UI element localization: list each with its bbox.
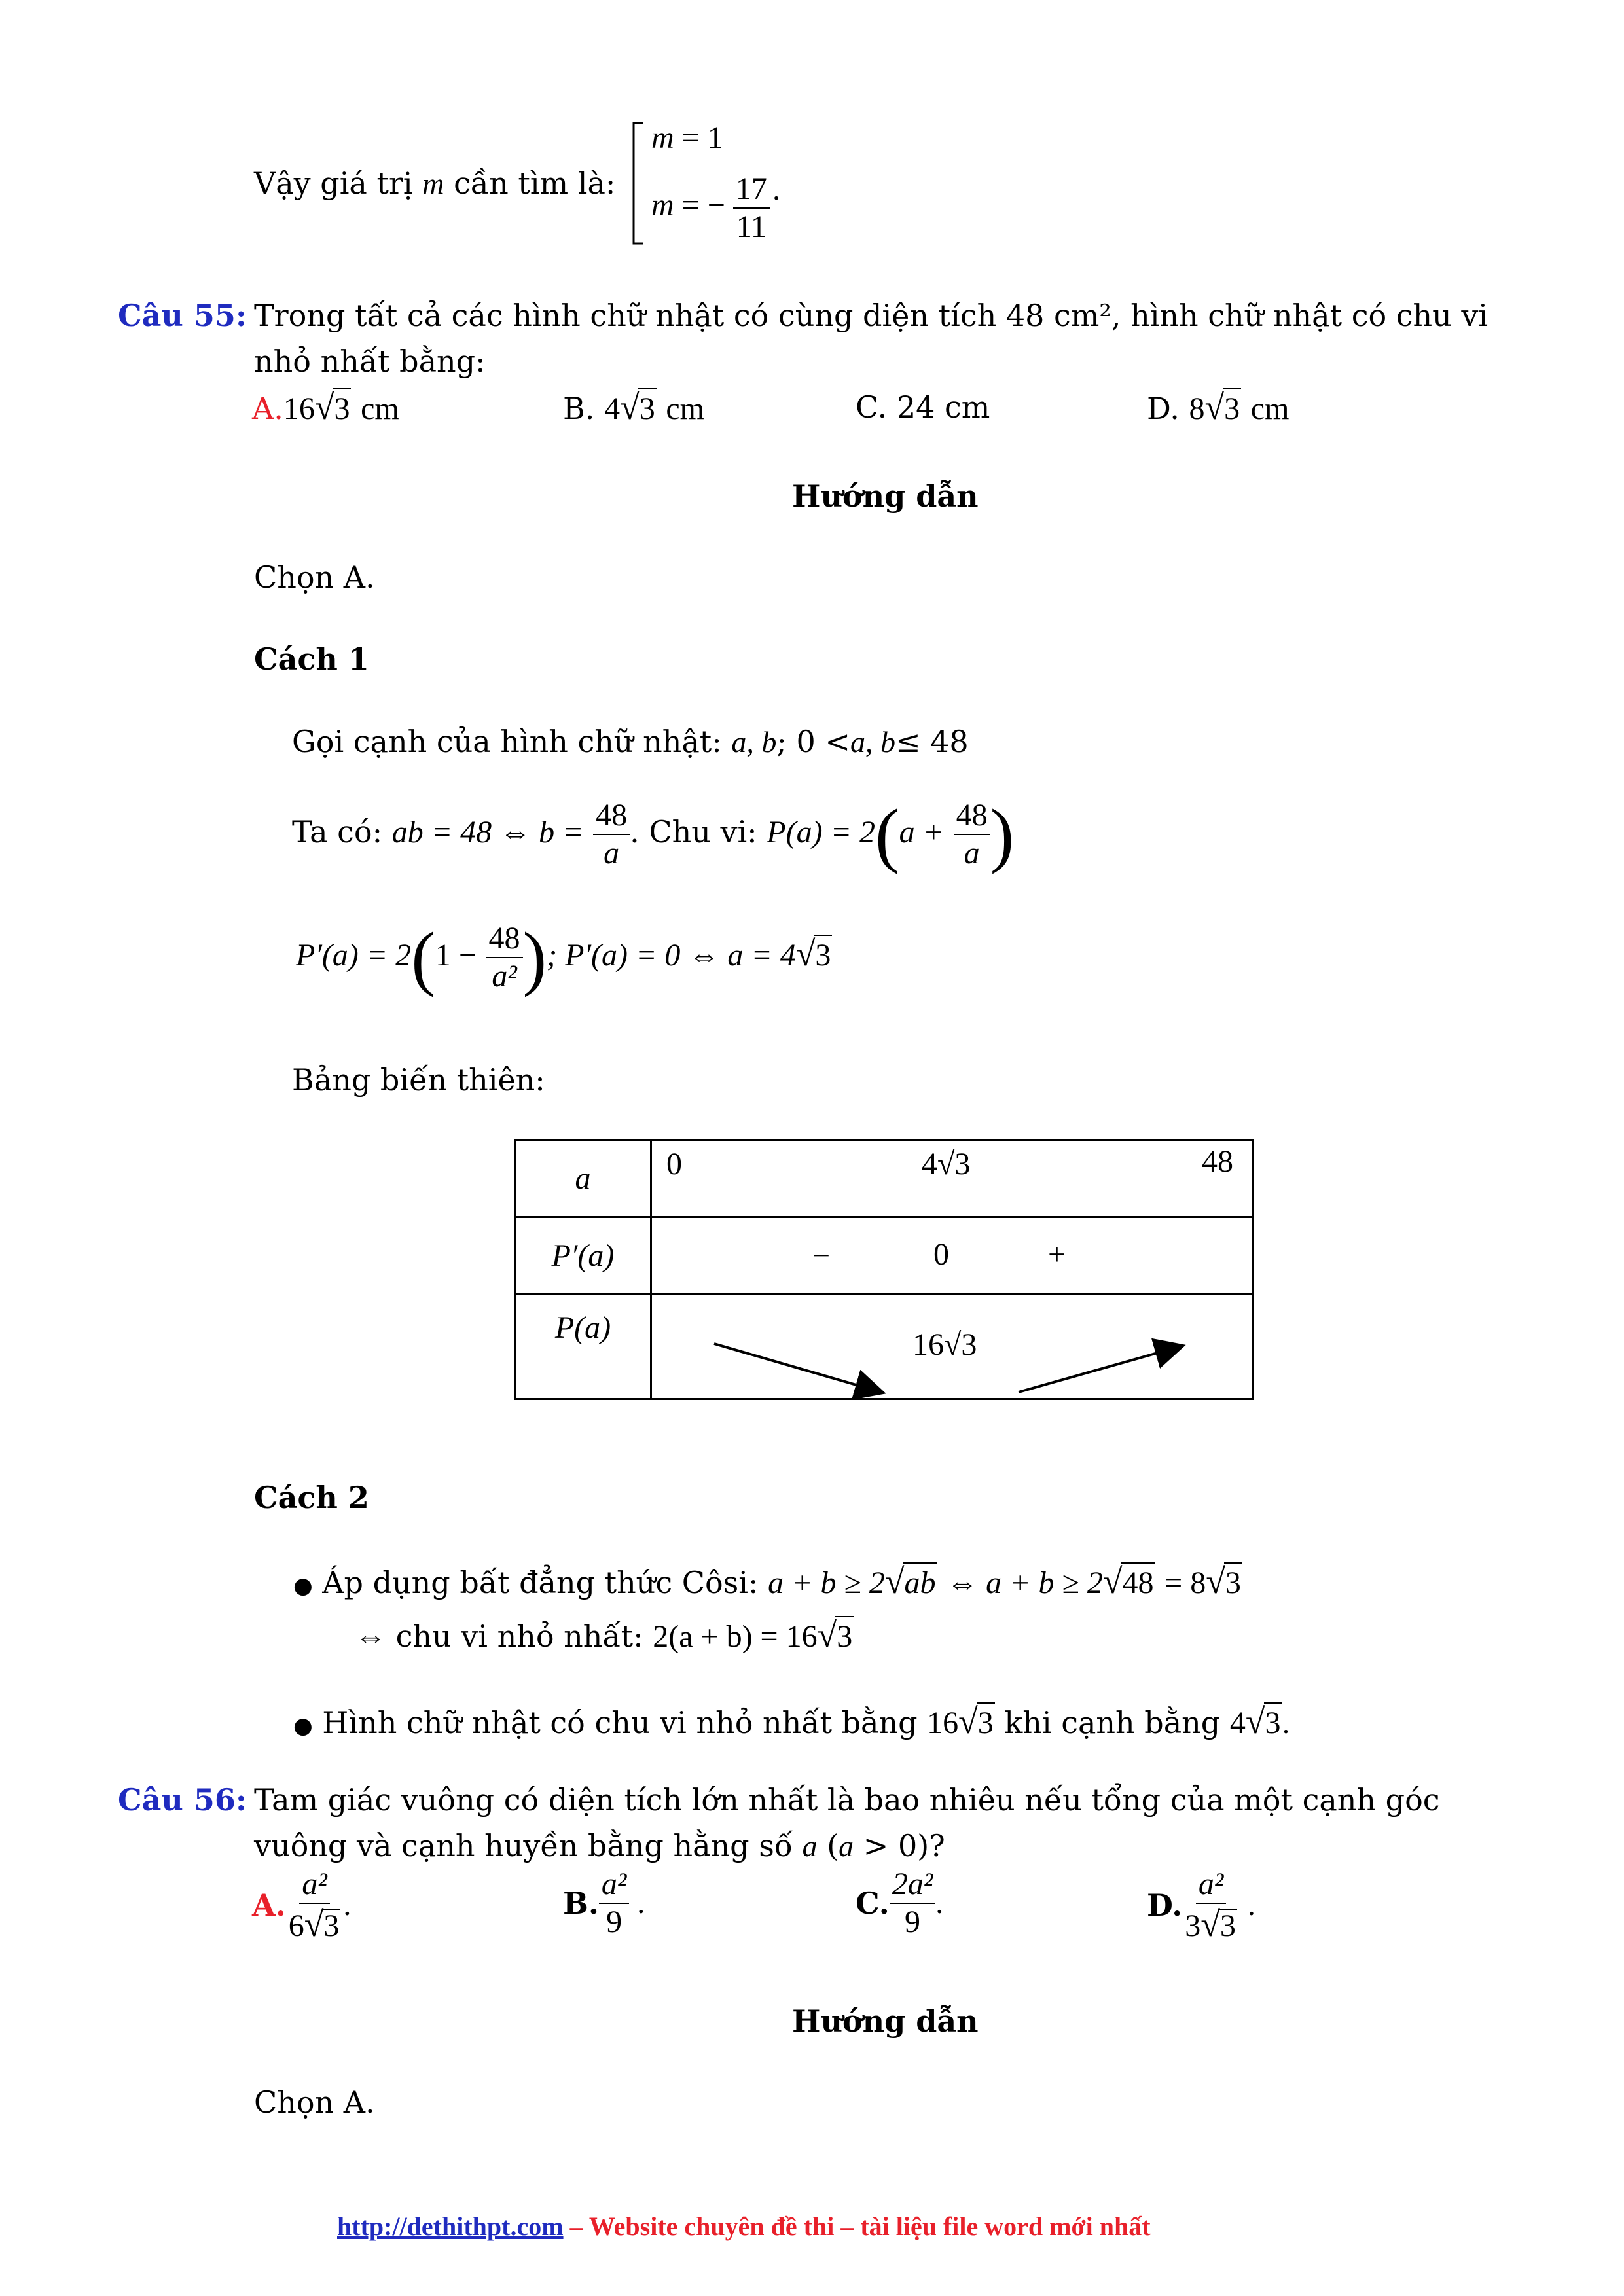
table-p-values <box>651 1295 1253 1399</box>
conclusion-text2: cần tìm là: <box>454 166 616 201</box>
method2-bullet2: ● Hình chữ nhật có chu vi nhỏ nhất bằng 16√3 khi cạnh bằng 4√3. <box>293 1702 1290 1746</box>
option-55-b[interactable]: B. 4√3 cm <box>563 387 704 429</box>
question-56-text-2: vuông và cạnh huyền bằng hằng số a (a > 0)? <box>254 1828 945 1863</box>
question-55-text-2: nhỏ nhất bằng: <box>254 344 486 379</box>
conclusion-text: Vậy giá trị <box>254 166 413 201</box>
table-p-min: 16√3 <box>912 1327 977 1362</box>
increasing-arrow <box>1019 1346 1181 1392</box>
case-1: m = 1 <box>651 120 723 155</box>
question-55-label: Câu 55: <box>118 298 247 333</box>
choice-56: Chọn A. <box>254 2085 375 2120</box>
method-1-title: Cách 1 <box>254 641 369 677</box>
method2-bullet1: ● Áp dụng bất đẳng thức Côsi: a + b ≥ 2√ab ⇔ a + b ≥ 2√48 = 8√3 <box>293 1562 1242 1605</box>
case-bracket <box>628 118 648 249</box>
question-55-text-1: Trong tất cả các hình chữ nhật có cùng diện tích 48 cm², hình chữ nhật có chu vi <box>254 298 1489 333</box>
option-55-a[interactable]: A.16√3 cm <box>252 387 399 429</box>
option-56-a[interactable]: A. $\frac{\text{a²}}{6√3}$ . <box>252 1867 352 1944</box>
method1-line2: Ta có: ab = 48 ⇔ b = $\frac{48}{a}$ . Chu vi: P(a) = 2(a + $\frac{48}{a}$ ) <box>292 795 1015 874</box>
method-2-title: Cách 2 <box>254 1480 369 1515</box>
method1-line3: P′(a) = 2(1 − $\frac{48}{\text{a²}}$ ); P′(a) = 0 ⇔ a = 4√3 <box>296 918 831 997</box>
choice-55: Chọn A. <box>254 560 375 595</box>
case-dot: . <box>772 172 780 207</box>
footer-text: – Website chuyên đề thi – tài liệu file word mới nhất <box>563 2212 1151 2241</box>
table-label-p: P(a) <box>515 1295 651 1399</box>
fraction-17-11: $\frac{17}{11}$ <box>733 173 770 243</box>
method2-line2: ⇔ chu vi nhỏ nhất: 2(a + b) = 16√3 <box>355 1615 854 1657</box>
bullet-icon: ● <box>293 1713 313 1739</box>
option-55-c[interactable]: C. 24 cm <box>856 389 990 425</box>
table-label-dp: P′(a) <box>515 1217 651 1295</box>
option-56-b[interactable]: B. $\frac{\text{a²}}{9}$ . <box>563 1867 645 1939</box>
table-caption: Bảng biến thiên: <box>292 1062 545 1098</box>
table-dp-values: − 0 + <box>651 1217 1253 1295</box>
conclusion-line <box>254 164 615 204</box>
option-55-d[interactable]: D. 8√3 cm <box>1147 387 1289 429</box>
variation-table <box>514 1139 1254 1400</box>
case-2: m = − $\frac{17}{11}$ <box>651 173 770 243</box>
method1-line1: Gọi cạnh của hình chữ nhật: a, b; 0 <a, b≤ 48 <box>292 724 969 759</box>
guide-title-56: Hướng dẫn <box>792 2003 979 2039</box>
guide-title-55: Hướng dẫn <box>792 478 979 514</box>
question-56-label: Câu 56: <box>118 1782 247 1818</box>
bullet-icon: ● <box>293 1573 313 1599</box>
table-label-a: a <box>515 1140 651 1217</box>
footer <box>337 2211 1151 2242</box>
table-a-values: 0 4√3 48 <box>651 1140 1253 1217</box>
decreasing-arrow <box>714 1344 881 1392</box>
option-56-c[interactable]: C. $\frac{\text{2a²}}{9}$ . <box>856 1867 944 1939</box>
question-56-text-1: Tam giác vuông có diện tích lớn nhất là bao nhiêu nếu tổng của một cạnh góc <box>254 1782 1440 1818</box>
var-m: m <box>422 167 444 200</box>
footer-link[interactable]: http://dethithpt.com <box>337 2212 564 2241</box>
option-56-d[interactable]: D. $\frac{\text{a²}}{3√3}$ . <box>1147 1867 1255 1944</box>
